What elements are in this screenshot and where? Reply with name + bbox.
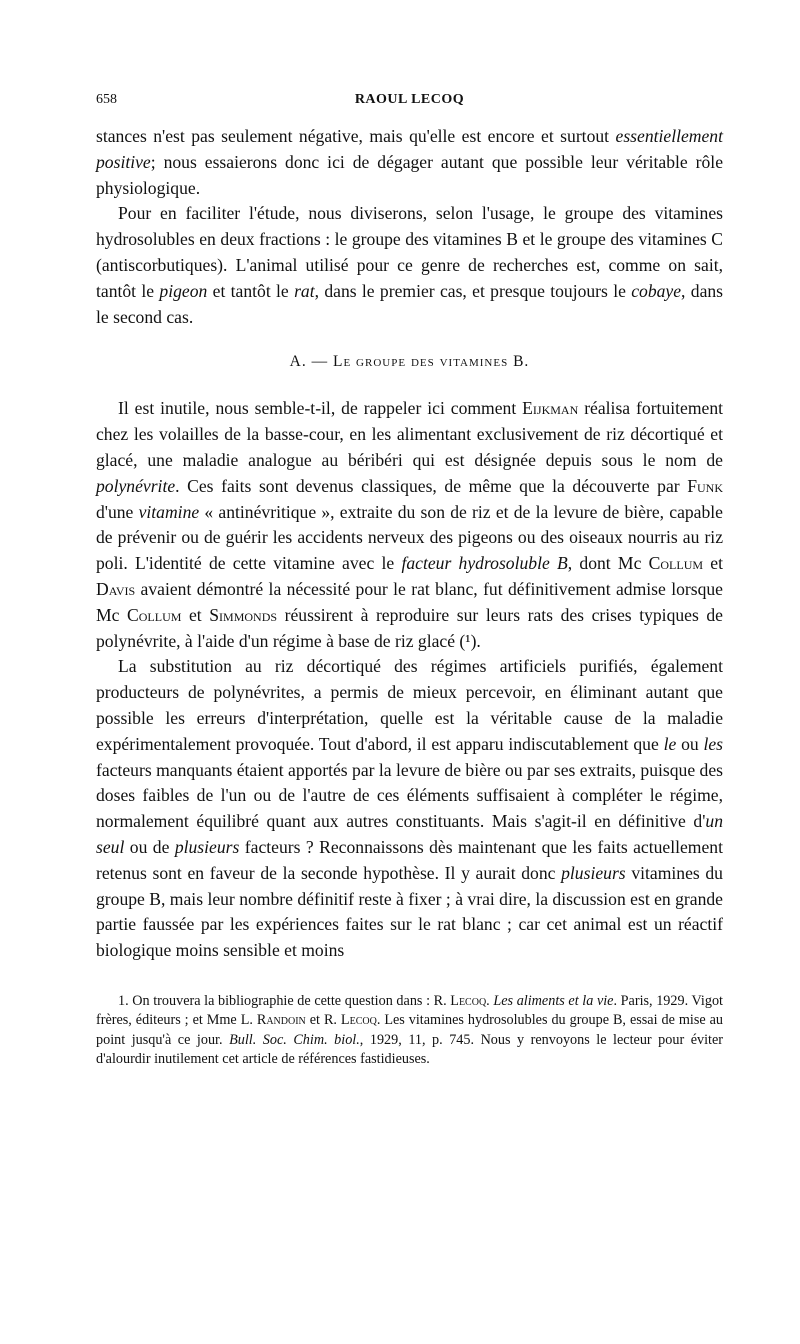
paragraph-continuation: stances n'est pas seulement négative, mais qu'elle est encore et surtout essentiellement positive; nous essaierons donc ici de dégager autant que possible leur véritable rôle physiologique.: [96, 126, 723, 198]
paragraph-substitution: La substitution au riz décortiqué des régimes artificiels purifiés, également producteurs de polynévrites, a permis de mieux percevoir, en éliminant autant que possible les erreurs d'interprétation, quelle est la véritable cause de la maladie expérimentalement provoquée. Tout d'abord, il est apparu indiscutablement que le ou les facteurs manquants étaient apportés par la levure de bière ou par ses extraits, puisque des doses faibles de l'un ou de l'autre de ces éléments suffisaient à compléter le régime, normalement équilibré quant aux autres constituants. Mais s'agit-il en définitive d'un seul ou de plusieurs facteurs ? Reconnaissons dès maintenant que les faits actuellement retenus sont en faveur de la seconde hypothèse. Il y aurait donc plusieurs vitamines du groupe B, mais leur nombre définitif reste à fixer ; à vrai dire, la discussion est en grande partie faussée par les expériences faites sur le rat blanc ; car cet animal est un réactif biologique moins sensible et moins: [96, 656, 724, 961]
running-head-author: RAOUL LECOQ: [354, 92, 465, 107]
footnote: 1. On trouvera la bibliographie de cette question dans : R. Lecoq. Les aliments et la vie. Paris, 1929. Vigot frères, éditeurs ; et Mme L. Randoin et R. Lecoq. Les vitamines hydrosolubles du groupe B, essai de mise au point jusqu'à ce jour. Bull. Soc. Chim. biol., 1929, 11, p. 745. Nous y renvoyons le lecteur pour éviter d'alourdir inutilement cet article de références fastidieuses.: [96, 992, 723, 1068]
paragraph-groups: Pour en faciliter l'étude, nous diviserons, selon l'usage, le groupe des vitamines hydrosolubles en deux fractions : le groupe des vitamines B et le groupe des vitamines C (antiscorbutiques). L'animal utilisé pour ce genre de recherches est, comme on sait, tantôt le pigeon et tantôt le rat, dans le premier cas, et presque toujours le cobaye, dans le second cas.: [96, 203, 724, 327]
section-heading: A. — Le groupe des vitamines B.: [289, 353, 530, 371]
paragraph-history: Il est inutile, nous semble-t-il, de rappeler ici comment Eijkman réalisa fortuitement chez les volailles de la basse-cour, en les alimentant exclusivement de riz décortiqué et glacé, une maladie analogue au béribéri qui est désignée depuis sous le nom de polynévrite. Ces faits sont devenus classiques, de même que la découverte par Funk d'une vitamine « antinévritique », extraite du son de riz et de la levure de bière, capable de prévenir ou de guérir les accidents nerveux des pigeons ou des oiseaux nourris au riz poli. L'identité de cette vitamine avec le facteur hydrosoluble B, dont Mc Collum et Davis avaient démontré la nécessité pour le rat blanc, fut définitivement admise lorsque Mc Collum et Simmonds réussirent à reproduire sur leurs rats des crises typiques de polynévrite, à l'aide d'un régime à base de riz glacé (¹).: [96, 398, 724, 651]
running-header: [96, 92, 723, 114]
page: [96, 92, 723, 1070]
page-number: 658: [96, 92, 117, 107]
